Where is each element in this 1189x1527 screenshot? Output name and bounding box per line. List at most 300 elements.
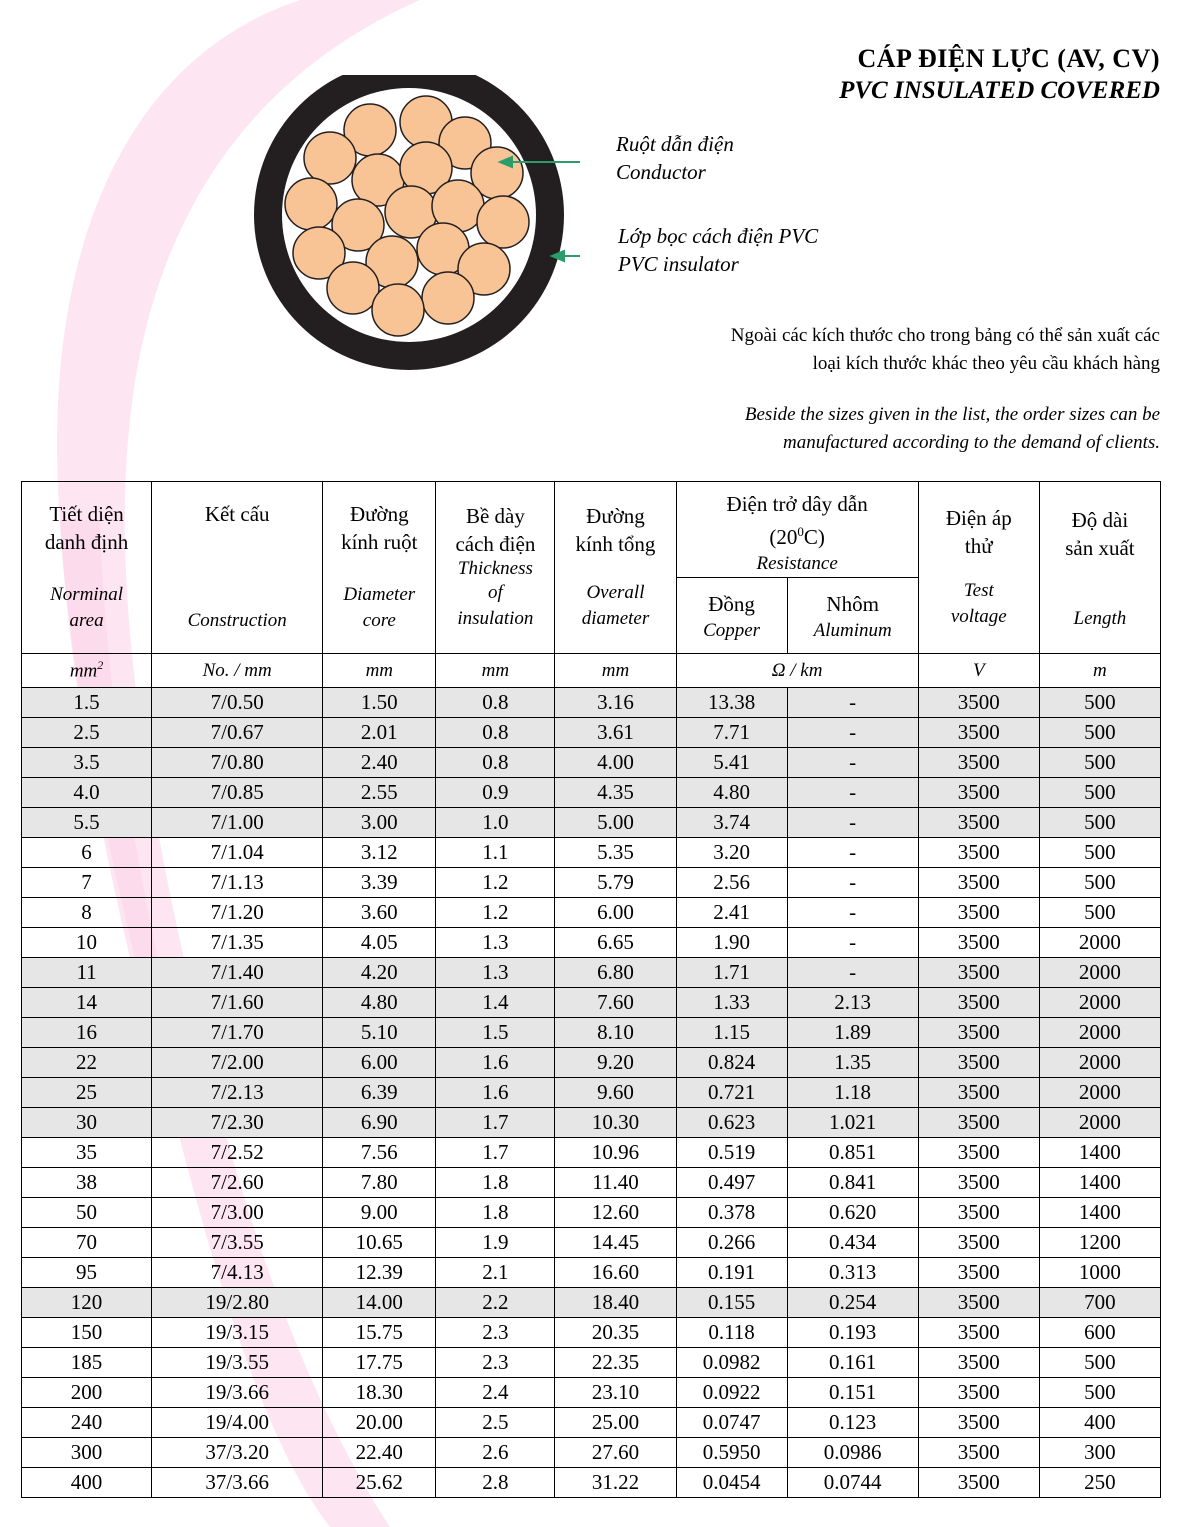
- table-cell: 7/1.35: [152, 928, 323, 958]
- header-text: kính tổng: [575, 532, 656, 556]
- table-row: [22, 1438, 1161, 1468]
- table-cell: 0.118: [676, 1318, 787, 1348]
- table-row: [22, 928, 1161, 958]
- table-cell: 1.5: [22, 688, 152, 718]
- table-cell: 0.161: [787, 1348, 918, 1378]
- col-header-resistance: [676, 482, 918, 578]
- table-cell: 0.254: [787, 1288, 918, 1318]
- table-cell: 6.80: [555, 958, 676, 988]
- table-cell: 1.0: [436, 808, 555, 838]
- table-cell: 7/0.67: [152, 718, 323, 748]
- table-cell: 7/1.20: [152, 898, 323, 928]
- col-header-copper: [676, 578, 787, 654]
- col-header-length: [1039, 482, 1160, 654]
- table-row: [22, 1198, 1161, 1228]
- table-row: [22, 898, 1161, 928]
- table-cell: 7/1.04: [152, 838, 323, 868]
- note-english: [745, 401, 1160, 457]
- header-text: thử: [964, 534, 993, 558]
- table-cell: 70: [22, 1228, 152, 1258]
- table-row: [22, 1048, 1161, 1078]
- table-cell: 18.30: [323, 1378, 436, 1408]
- strand: [477, 196, 529, 248]
- table-cell: 7.60: [555, 988, 676, 1018]
- table-cell: -: [787, 748, 918, 778]
- table-cell: 400: [22, 1468, 152, 1498]
- table-cell: 7/0.80: [152, 748, 323, 778]
- table-cell: 15.75: [323, 1318, 436, 1348]
- header-text: Đường: [586, 504, 645, 528]
- table-cell: 3500: [918, 1108, 1039, 1138]
- table-cell: 2.01: [323, 718, 436, 748]
- table-cell: 7/4.13: [152, 1258, 323, 1288]
- table-cell: 0.8: [436, 748, 555, 778]
- table-row: [22, 1408, 1161, 1438]
- table-row: [22, 1378, 1161, 1408]
- table-cell: 150: [22, 1318, 152, 1348]
- header-text: Tiết diện: [49, 502, 124, 526]
- table-cell: 3500: [918, 1408, 1039, 1438]
- page-title-vi: CÁP ĐIỆN LỰC (AV, CV): [857, 44, 1160, 73]
- header-text: Bề dày: [465, 504, 525, 528]
- note-en-line: manufactured according to the demand of clients.: [783, 432, 1160, 453]
- table-cell: 300: [1039, 1438, 1160, 1468]
- table-cell: 2.6: [436, 1438, 555, 1468]
- table-cell: 0.623: [676, 1108, 787, 1138]
- table-cell: 1000: [1039, 1258, 1160, 1288]
- table-row: [22, 1018, 1161, 1048]
- table-row: [22, 1078, 1161, 1108]
- table-cell: 14.45: [555, 1228, 676, 1258]
- table-cell: 7.56: [323, 1138, 436, 1168]
- strand: [304, 132, 356, 184]
- table-cell: 2.4: [436, 1378, 555, 1408]
- table-cell: 0.824: [676, 1048, 787, 1078]
- header-text: of: [488, 582, 503, 603]
- table-cell: 0.155: [676, 1288, 787, 1318]
- table-cell: 3500: [918, 1048, 1039, 1078]
- superscript: 2: [97, 658, 104, 673]
- table-cell: 19/3.66: [152, 1378, 323, 1408]
- unit-resistance: Ω / km: [676, 654, 918, 688]
- table-cell: 5.79: [555, 868, 676, 898]
- table-cell: 3500: [918, 1348, 1039, 1378]
- table-cell: 22: [22, 1048, 152, 1078]
- table-cell: 10: [22, 928, 152, 958]
- col-header-diameter: [323, 482, 436, 654]
- table-cell: 7/1.13: [152, 868, 323, 898]
- col-header-thickness: [436, 482, 555, 654]
- note-vi-line: loại kích thước khác theo yêu cầu khách hàng: [812, 353, 1160, 374]
- table-cell: 3.16: [555, 688, 676, 718]
- unit-length: m: [1039, 654, 1160, 688]
- table-cell: 0.841: [787, 1168, 918, 1198]
- table-cell: 2000: [1039, 1078, 1160, 1108]
- header-text: diameter: [581, 608, 650, 629]
- header-text: Resistance: [756, 553, 838, 574]
- header-text: [677, 518, 918, 551]
- table-cell: 3500: [918, 1018, 1039, 1048]
- header-text: Thickness: [457, 558, 533, 579]
- table-cell: 0.123: [787, 1408, 918, 1438]
- table-cell: 2.3: [436, 1318, 555, 1348]
- table-cell: 19/3.15: [152, 1318, 323, 1348]
- table-cell: 3.5: [22, 748, 152, 778]
- unit-construction: No. / mm: [152, 654, 323, 688]
- header-text: danh định: [44, 530, 129, 554]
- table-cell: 0.519: [676, 1138, 787, 1168]
- table-cell: 0.434: [787, 1228, 918, 1258]
- table-row: [22, 1288, 1161, 1318]
- conductor-label: [616, 130, 734, 186]
- table-cell: 7/3.55: [152, 1228, 323, 1258]
- table-cell: 2.3: [436, 1348, 555, 1378]
- strand: [285, 178, 337, 230]
- table-cell: 7/0.85: [152, 778, 323, 808]
- table-cell: 600: [1039, 1318, 1160, 1348]
- table-cell: 2000: [1039, 1048, 1160, 1078]
- table-cell: 4.05: [323, 928, 436, 958]
- table-cell: 5.5: [22, 808, 152, 838]
- table-cell: 38: [22, 1168, 152, 1198]
- table-cell: 9.00: [323, 1198, 436, 1228]
- table-cell: 2.40: [323, 748, 436, 778]
- table-cell: 7/0.50: [152, 688, 323, 718]
- table-cell: 25.62: [323, 1468, 436, 1498]
- header-text: sản xuất: [1065, 536, 1135, 560]
- table-cell: 3500: [918, 898, 1039, 928]
- unit-thickness: mm: [436, 654, 555, 688]
- table-cell: 0.5950: [676, 1438, 787, 1468]
- table-cell: 1.6: [436, 1078, 555, 1108]
- table-cell: 22.35: [555, 1348, 676, 1378]
- table-cell: 500: [1039, 898, 1160, 928]
- units-row: [22, 654, 1161, 688]
- table-cell: 12.39: [323, 1258, 436, 1288]
- table-cell: 1.5: [436, 1018, 555, 1048]
- table-cell: 0.8: [436, 718, 555, 748]
- table-cell: 2.5: [22, 718, 152, 748]
- table-cell: 10.96: [555, 1138, 676, 1168]
- table-cell: 4.35: [555, 778, 676, 808]
- table-cell: 3500: [918, 748, 1039, 778]
- table-cell: 3500: [918, 1138, 1039, 1168]
- table-cell: 12.60: [555, 1198, 676, 1228]
- table-cell: 7/1.00: [152, 808, 323, 838]
- table-cell: 250: [1039, 1468, 1160, 1498]
- insulator-label-vi: Lớp bọc cách điện PVC: [618, 224, 819, 248]
- table-cell: 700: [1039, 1288, 1160, 1318]
- specification-table: [21, 481, 1161, 1498]
- table-cell: 2.1: [436, 1258, 555, 1288]
- table-cell: 500: [1039, 778, 1160, 808]
- table-cell: 20.35: [555, 1318, 676, 1348]
- table-cell: 3500: [918, 1318, 1039, 1348]
- table-cell: 30: [22, 1108, 152, 1138]
- table-cell: 4.0: [22, 778, 152, 808]
- table-cell: -: [787, 898, 918, 928]
- table-cell: 50: [22, 1198, 152, 1228]
- table-cell: 3500: [918, 838, 1039, 868]
- table-cell: 3500: [918, 778, 1039, 808]
- table-cell: 1.15: [676, 1018, 787, 1048]
- table-cell: 1.8: [436, 1198, 555, 1228]
- table-cell: 9.60: [555, 1078, 676, 1108]
- table-cell: 0.151: [787, 1378, 918, 1408]
- table-row: [22, 688, 1161, 718]
- table-cell: 1.18: [787, 1078, 918, 1108]
- table-cell: 7/2.00: [152, 1048, 323, 1078]
- table-cell: 2000: [1039, 1018, 1160, 1048]
- table-cell: 400: [1039, 1408, 1160, 1438]
- table-cell: 0.0747: [676, 1408, 787, 1438]
- table-cell: 17.75: [323, 1348, 436, 1378]
- conductor-label-en: Conductor: [616, 160, 706, 184]
- header-text: Điện áp: [945, 506, 1012, 530]
- table-cell: 0.0744: [787, 1468, 918, 1498]
- table-cell: 0.851: [787, 1138, 918, 1168]
- table-cell: -: [787, 868, 918, 898]
- table-cell: 95: [22, 1258, 152, 1288]
- col-header-overall: [555, 482, 676, 654]
- table-cell: -: [787, 778, 918, 808]
- table-cell: -: [787, 718, 918, 748]
- table-cell: 8: [22, 898, 152, 928]
- table-cell: 3.61: [555, 718, 676, 748]
- table-cell: 500: [1039, 718, 1160, 748]
- table-row: [22, 838, 1161, 868]
- table-cell: 500: [1039, 808, 1160, 838]
- table-cell: 6.00: [323, 1048, 436, 1078]
- table-cell: 3500: [918, 1258, 1039, 1288]
- table-cell: 14.00: [323, 1288, 436, 1318]
- table-cell: 6.90: [323, 1108, 436, 1138]
- table-cell: 11: [22, 958, 152, 988]
- header-text: Construction: [187, 610, 287, 631]
- conductor-label-vi: Ruột dẫn điện: [616, 132, 734, 156]
- table-cell: 3.12: [323, 838, 436, 868]
- table-cell: 0.313: [787, 1258, 918, 1288]
- header-text: kính ruột: [341, 530, 418, 554]
- table-cell: 2.5: [436, 1408, 555, 1438]
- table-cell: 500: [1039, 1378, 1160, 1408]
- table-cell: 10.30: [555, 1108, 676, 1138]
- table-cell: 7/1.40: [152, 958, 323, 988]
- table-cell: 3500: [918, 688, 1039, 718]
- table-cell: 0.0982: [676, 1348, 787, 1378]
- table-cell: 120: [22, 1288, 152, 1318]
- table-cell: 37/3.20: [152, 1438, 323, 1468]
- header-text: voltage: [950, 606, 1007, 627]
- table-cell: 14: [22, 988, 152, 1018]
- table-cell: 9.20: [555, 1048, 676, 1078]
- header-text: Length: [1073, 608, 1127, 629]
- table-cell: 3500: [918, 718, 1039, 748]
- table-cell: 0.0986: [787, 1438, 918, 1468]
- table-cell: 7/2.13: [152, 1078, 323, 1108]
- table-cell: 185: [22, 1348, 152, 1378]
- table-cell: 1.7: [436, 1108, 555, 1138]
- table-cell: 3500: [918, 868, 1039, 898]
- table-cell: 0.497: [676, 1168, 787, 1198]
- table-cell: 1.50: [323, 688, 436, 718]
- header-text: Overall: [586, 582, 645, 603]
- table-cell: 1400: [1039, 1198, 1160, 1228]
- header-text: Kết cấu: [204, 502, 270, 526]
- table-cell: 0.721: [676, 1078, 787, 1108]
- table-cell: 200: [22, 1378, 152, 1408]
- note-vi-line: Ngoài các kích thước cho trong bảng có thể sản xuất các: [730, 325, 1160, 346]
- header-text: Điện trở dây dẫn: [726, 492, 868, 516]
- table-row: [22, 778, 1161, 808]
- insulator-label: [618, 222, 818, 278]
- title-block: [839, 42, 1160, 106]
- header-text: Norminal: [50, 584, 123, 605]
- table-cell: 500: [1039, 838, 1160, 868]
- table-cell: 3500: [918, 1198, 1039, 1228]
- table-cell: 240: [22, 1408, 152, 1438]
- header-text: C): [803, 525, 825, 549]
- table-cell: 2000: [1039, 988, 1160, 1018]
- table-cell: 7/2.52: [152, 1138, 323, 1168]
- table-cell: 19/3.55: [152, 1348, 323, 1378]
- table-cell: 8.10: [555, 1018, 676, 1048]
- table-cell: 13.38: [676, 688, 787, 718]
- table-cell: 4.00: [555, 748, 676, 778]
- table-cell: 3500: [918, 808, 1039, 838]
- header-text: Nhôm: [826, 592, 879, 616]
- unit-area: [22, 654, 152, 688]
- table-cell: 19/2.80: [152, 1288, 323, 1318]
- table-cell: 16.60: [555, 1258, 676, 1288]
- table-cell: 0.266: [676, 1228, 787, 1258]
- table-cell: 0.8: [436, 688, 555, 718]
- strand: [327, 262, 379, 314]
- header-text: core: [362, 610, 396, 631]
- table-cell: 3.39: [323, 868, 436, 898]
- table-cell: -: [787, 838, 918, 868]
- table-row: [22, 1228, 1161, 1258]
- table-row: [22, 1168, 1161, 1198]
- table-cell: 7: [22, 868, 152, 898]
- table-cell: 3500: [918, 1378, 1039, 1408]
- table-row: [22, 1138, 1161, 1168]
- table-cell: 7/1.70: [152, 1018, 323, 1048]
- note-vietnamese: [731, 322, 1160, 378]
- table-row: [22, 1348, 1161, 1378]
- table-cell: 11.40: [555, 1168, 676, 1198]
- table-cell: 1400: [1039, 1168, 1160, 1198]
- table-cell: 37/3.66: [152, 1468, 323, 1498]
- table-cell: 27.60: [555, 1438, 676, 1468]
- table-cell: 3500: [918, 1438, 1039, 1468]
- table-cell: 7/2.60: [152, 1168, 323, 1198]
- table-cell: 1.8: [436, 1168, 555, 1198]
- table-row: [22, 1318, 1161, 1348]
- table-row: [22, 1108, 1161, 1138]
- table-cell: 35: [22, 1138, 152, 1168]
- table-cell: 2.55: [323, 778, 436, 808]
- table-cell: 1.4: [436, 988, 555, 1018]
- table-cell: 3500: [918, 1468, 1039, 1498]
- table-cell: 7/1.60: [152, 988, 323, 1018]
- table-cell: -: [787, 958, 918, 988]
- table-cell: 7/2.30: [152, 1108, 323, 1138]
- table-cell: 16: [22, 1018, 152, 1048]
- table-cell: 1.3: [436, 958, 555, 988]
- col-header-voltage: [918, 482, 1039, 654]
- strand: [372, 284, 424, 336]
- table-cell: -: [787, 688, 918, 718]
- header-text: Đồng: [708, 592, 755, 616]
- table-cell: 3500: [918, 1288, 1039, 1318]
- table-cell: 3.60: [323, 898, 436, 928]
- table-row: [22, 1258, 1161, 1288]
- table-cell: 2000: [1039, 1108, 1160, 1138]
- unit-text: mm: [69, 660, 98, 682]
- table-cell: 1.6: [436, 1048, 555, 1078]
- strand: [422, 272, 474, 324]
- insulator-label-en: PVC insulator: [618, 252, 739, 276]
- header-text: cách điện: [455, 532, 536, 556]
- table-cell: 1.33: [676, 988, 787, 1018]
- table-cell: 6.00: [555, 898, 676, 928]
- unit-overall: mm: [555, 654, 676, 688]
- table-cell: 1.9: [436, 1228, 555, 1258]
- table-cell: 6: [22, 838, 152, 868]
- table-cell: 500: [1039, 868, 1160, 898]
- table-cell: 3500: [918, 928, 1039, 958]
- table-cell: 1.7: [436, 1138, 555, 1168]
- table-cell: 0.0454: [676, 1468, 787, 1498]
- table-row: [22, 808, 1161, 838]
- table-cell: 1.021: [787, 1108, 918, 1138]
- table-cell: 2000: [1039, 958, 1160, 988]
- col-header-aluminum: [787, 578, 918, 654]
- header-text: insulation: [457, 608, 534, 629]
- table-cell: 0.620: [787, 1198, 918, 1228]
- table-cell: 4.20: [323, 958, 436, 988]
- table-cell: 3.74: [676, 808, 787, 838]
- table-cell: 25.00: [555, 1408, 676, 1438]
- table-cell: 6.65: [555, 928, 676, 958]
- table-row: [22, 988, 1161, 1018]
- table-cell: 1.35: [787, 1048, 918, 1078]
- table-cell: 500: [1039, 748, 1160, 778]
- table-cell: 0.9: [436, 778, 555, 808]
- col-header-area: [22, 482, 152, 654]
- table-cell: 0.193: [787, 1318, 918, 1348]
- header-text: Diameter: [343, 584, 416, 605]
- header-text: (20: [769, 525, 798, 549]
- table-cell: 5.00: [555, 808, 676, 838]
- table-cell: 2.56: [676, 868, 787, 898]
- table-cell: 2000: [1039, 928, 1160, 958]
- table-row: [22, 748, 1161, 778]
- table-cell: 5.41: [676, 748, 787, 778]
- table-cell: 2.13: [787, 988, 918, 1018]
- table-row: [22, 868, 1161, 898]
- table-cell: 7.80: [323, 1168, 436, 1198]
- table-cell: 5.10: [323, 1018, 436, 1048]
- table-cell: 4.80: [676, 778, 787, 808]
- table-cell: 23.10: [555, 1378, 676, 1408]
- table-cell: -: [787, 808, 918, 838]
- table-cell: 1.2: [436, 868, 555, 898]
- header-text: Đường: [349, 502, 409, 526]
- table-cell: 500: [1039, 1348, 1160, 1378]
- table-cell: 7.71: [676, 718, 787, 748]
